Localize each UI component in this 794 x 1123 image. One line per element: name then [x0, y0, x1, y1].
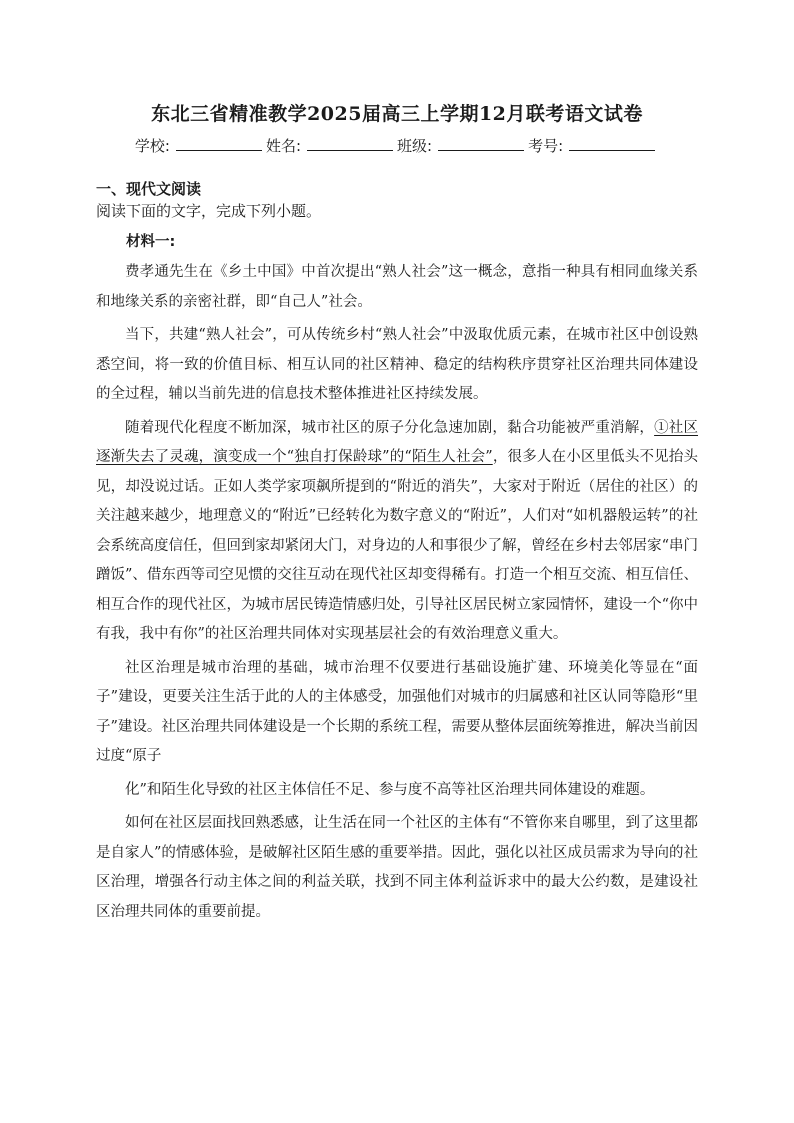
section-heading: 一、现代文阅读: [96, 180, 202, 198]
paragraph-1: 费孝通先生在《乡土中国》中首次提出“熟人社会”这一概念，意指一种具有相同血缘关系和地缘关系的亲密社群，即“自己人”社会。: [96, 264, 698, 310]
student-info-row: [96, 134, 698, 158]
class-label: 班级:: [397, 137, 433, 155]
paragraph-4: 社区治理是城市治理的基础，城市治理不仅要进行基础设施扩建、环境美化等显在“面子”建设，更要关注生活于此的人的主体感受，加强他们对城市的归属感和社区认同等隐形“里子”建设。社区治理共同体建设是一个长期的系统工程，需要从整体层面统筹推进，解决当前因过度“原子: [96, 659, 698, 764]
paragraph-3-rest: ，很多人在小区里低头不见抬头见，却没说过话。正如人类学家项飙所提到的“附近的消失”，大家对于附近（居住的社区）的关注越来越少，地理意义的“附近”已经转化为数字意义的“附近”，人们对“如机器般运转”的社会系统高度信任，但回到家却紧闭大门，对身边的人和事很少了解，曾经在乡村去邻居家“串门蹭饭”、借东西等司空见惯的交往互动在现代社区却变得稀有。打造一个相互交流、相互信任、相互合作的现代社区，为城市居民铸造情感归处，引导社区居民树立家园情怀，建设一个“你中有我，我中有你”的社区治理共同体对实现基层社会的有效治理意义重大。: [96, 449, 698, 642]
paragraph-4-continued: 化”和陌生化导致的社区主体信任不足、参与度不高等社区治理共同体建设的难题。: [125, 781, 655, 798]
school-blank[interactable]: [176, 136, 262, 151]
material-label: 材料一:: [126, 234, 176, 250]
paragraph-2: 当下，共建“熟人社会”，可从传统乡村“熟人社会”中汲取优质元素，在城市社区中创设熟悉空间，将一致的价值目标、相互认同的社区精神、稳定的结构秩序贯穿社区治理共同体建设的全过程，辅以当前先进的信息技术整体推进社区持续发展。: [96, 327, 698, 402]
exam-title: 东北三省精准教学2025届高三上学期12月联考语文试卷: [151, 103, 643, 125]
name-blank[interactable]: [307, 136, 393, 151]
class-blank[interactable]: [438, 136, 524, 151]
exam-number-blank[interactable]: [569, 136, 655, 151]
paragraph-5: 如何在社区层面找回熟悉感，让生活在同一个社区的主体有“不管你来自哪里，到了这里都是自家人”的情感体验，是破解社区陌生感的重要举措。因此，强化以社区成员需求为导向的社区治理，增强各行动主体之间的利益关联，找到不同主体利益诉求中的最大公约数，是建设社区治理共同体的重要前提。: [96, 815, 698, 920]
school-label: 学校:: [134, 137, 170, 155]
exam-number-label: 考号:: [528, 137, 564, 155]
underlined-sentence-1: ①社区逐渐失去了灵魂，演变成一个“独自打保龄球”的“陌生人社会”: [96, 419, 699, 465]
name-label: 姓名:: [265, 137, 301, 155]
section-instruction: 阅读下面的文字，完成下列小题。: [96, 202, 322, 220]
paragraph-3: [96, 414, 698, 650]
paragraph-3-lead: 随着现代化程度不断加深，城市社区的原子分化急速加剧，黏合功能被严重消解，: [125, 419, 655, 436]
